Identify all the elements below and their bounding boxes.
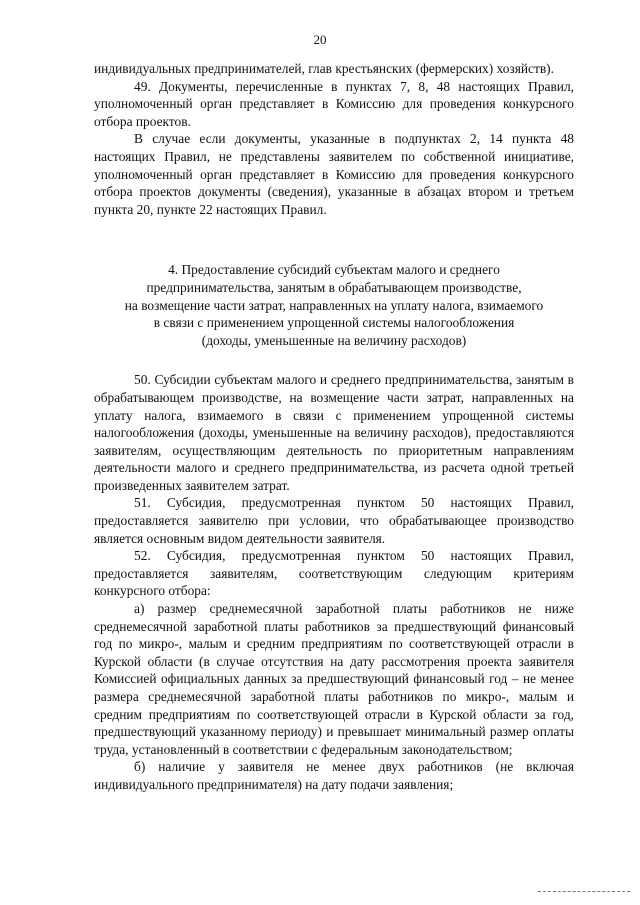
footer-mark (538, 889, 630, 892)
paragraph-49-second: В случае если документы, указанные в подпунктах 2, 14 пункта 48 настоящих Правил, не представлены заявителем по собственной инициативе, уполномоченный орган представляет в Комиссию для проведения конкурсного отбора проектов документы (сведения), указанные в абзацах втором и третьем пункта 20, пункте 22 настоящих Правил. (94, 131, 574, 217)
paragraph-continuation: индивидуальных предпринимателей, глав крестьянских (фермерских) хозяйств). (94, 61, 554, 76)
section-heading (94, 261, 574, 349)
section-heading-line: на возмещение части затрат, направленных на уплату налога, взимаемого (124, 297, 544, 313)
section-heading-line: в связи с применением упрощенной системы налогообложения (153, 315, 515, 331)
paragraph-49: 49. Документы, перечисленные в пунктах 7, 8, 48 настоящих Правил, уполномоченный орган представляет в Комиссию для проведения конкурсного отбора проектов. (94, 78, 574, 129)
section-heading-line: 4. Предоставление субсидий субъектам малого и среднего (168, 262, 500, 278)
page-number: 20 (313, 32, 327, 47)
section-heading-line: (доходы, уменьшенные на величину расходов) (201, 332, 467, 348)
section-heading-line: предпринимательства, занятым в обрабатывающем производстве, (146, 279, 522, 295)
paragraph-52-b: б) наличие у заявителя не менее двух работников (не включая индивидуального предпринимателя) на дату подачи заявления; (94, 759, 574, 792)
paragraph-52: 52. Субсидия, предусмотренная пунктом 50 настоящих Правил, предоставляется заявителям, соответствующим следующим критериям конкурсного отбора: (94, 548, 574, 599)
paragraph-51: 51. Субсидия, предусмотренная пунктом 50 настоящих Правил, предоставляется заявителю при условии, что обрабатывающее производство является основным видом деятельности заявителя. (94, 495, 574, 546)
spacer (94, 218, 574, 236)
document-body (94, 60, 574, 794)
paragraph-50: 50. Субсидии субъектам малого и среднего предпринимательства, занятым в обрабатывающем производстве, на возмещение части затрат, направленных на уплату налога, взимаемого в связи с применением упрощенной системы налогообложения (доходы, уменьшенные на величину расходов), предоставляются заявителям, осуществляющим деятельность по приоритетным направлениям деятельности малого и среднего предпринимательства, из расчета одной третьей произведенных заявителем затрат. (94, 372, 574, 493)
paragraph-52-a: а) размер среднемесячной заработной платы работников не ниже среднемесячной заработной платы работников за предшествующий финансовый год по микро-, малым и средним предприятиям по соответствующей отрасли в Курской области (в случае отсутствия на дату рассмотрения проекта заявителя Комиссией официальных данных за предшествующий финансовый год – не менее размера среднемесячной заработной платы работников по микро-, малым и средним предприятиям по соответствующей отрасли в Курской области за год, предшествующий указанному периоду) и превышает минимальный размер оплаты труда, установленный в соответствии с федеральным законодательством; (94, 601, 574, 757)
